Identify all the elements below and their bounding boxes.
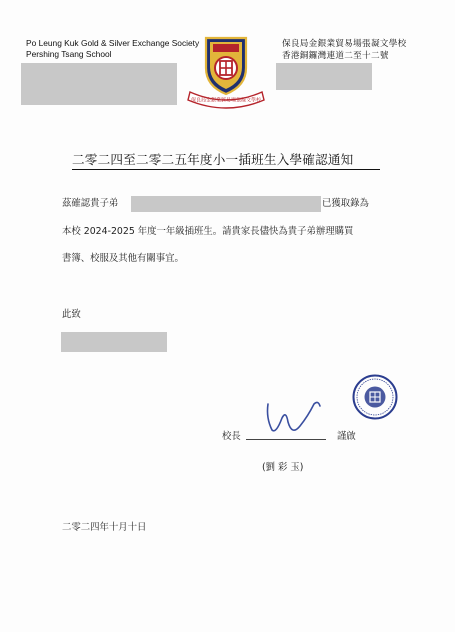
redacted-block-left: [21, 63, 177, 105]
school-address: 香港銅鑼灣連道二至十二號: [282, 51, 389, 61]
signature-line: [246, 439, 326, 440]
principal-signature: [256, 396, 328, 438]
school-seal-stamp: [352, 374, 398, 420]
body-line2: 本校 2024-2025 年度一年級插班生。請貴家長儘快為貴子弟辦理購買: [62, 226, 354, 237]
principal-name: (劉 彩 玉): [262, 462, 304, 473]
school-crest-logo: [184, 34, 268, 110]
school-name-chinese: [282, 38, 407, 62]
redacted-recipient: [61, 332, 167, 352]
redacted-block-right: [276, 63, 372, 90]
salutation: 此致: [62, 309, 81, 320]
letter-title: 二零二四至二零二五年度小一插班生入學確認通知: [72, 152, 380, 170]
letter-date: 二零二四年十月十日: [62, 522, 147, 533]
principal-label: 校長: [222, 431, 241, 442]
redacted-student-name: [131, 196, 321, 212]
school-name-english-line1: Po Leung Kuk Gold & Silver Exchange Society: [26, 38, 200, 48]
school-name-english-line2: Pershing Tsang School: [26, 49, 112, 59]
closing-respect: 謹啟: [337, 431, 356, 442]
school-name-english: [26, 38, 199, 60]
school-name-chinese-line1: 保良局金銀業貿易場張凝文學校: [282, 39, 407, 49]
body-line1-suffix: 已獲取錄為: [322, 198, 369, 209]
body-line1-prefix: 茲確認貴子弟: [62, 198, 119, 209]
body-line3: 書簿、校服及其他有關事宜。: [62, 253, 184, 264]
crest-ribbon-text: 保良局金銀業貿易場張凝文學校: [190, 97, 262, 104]
